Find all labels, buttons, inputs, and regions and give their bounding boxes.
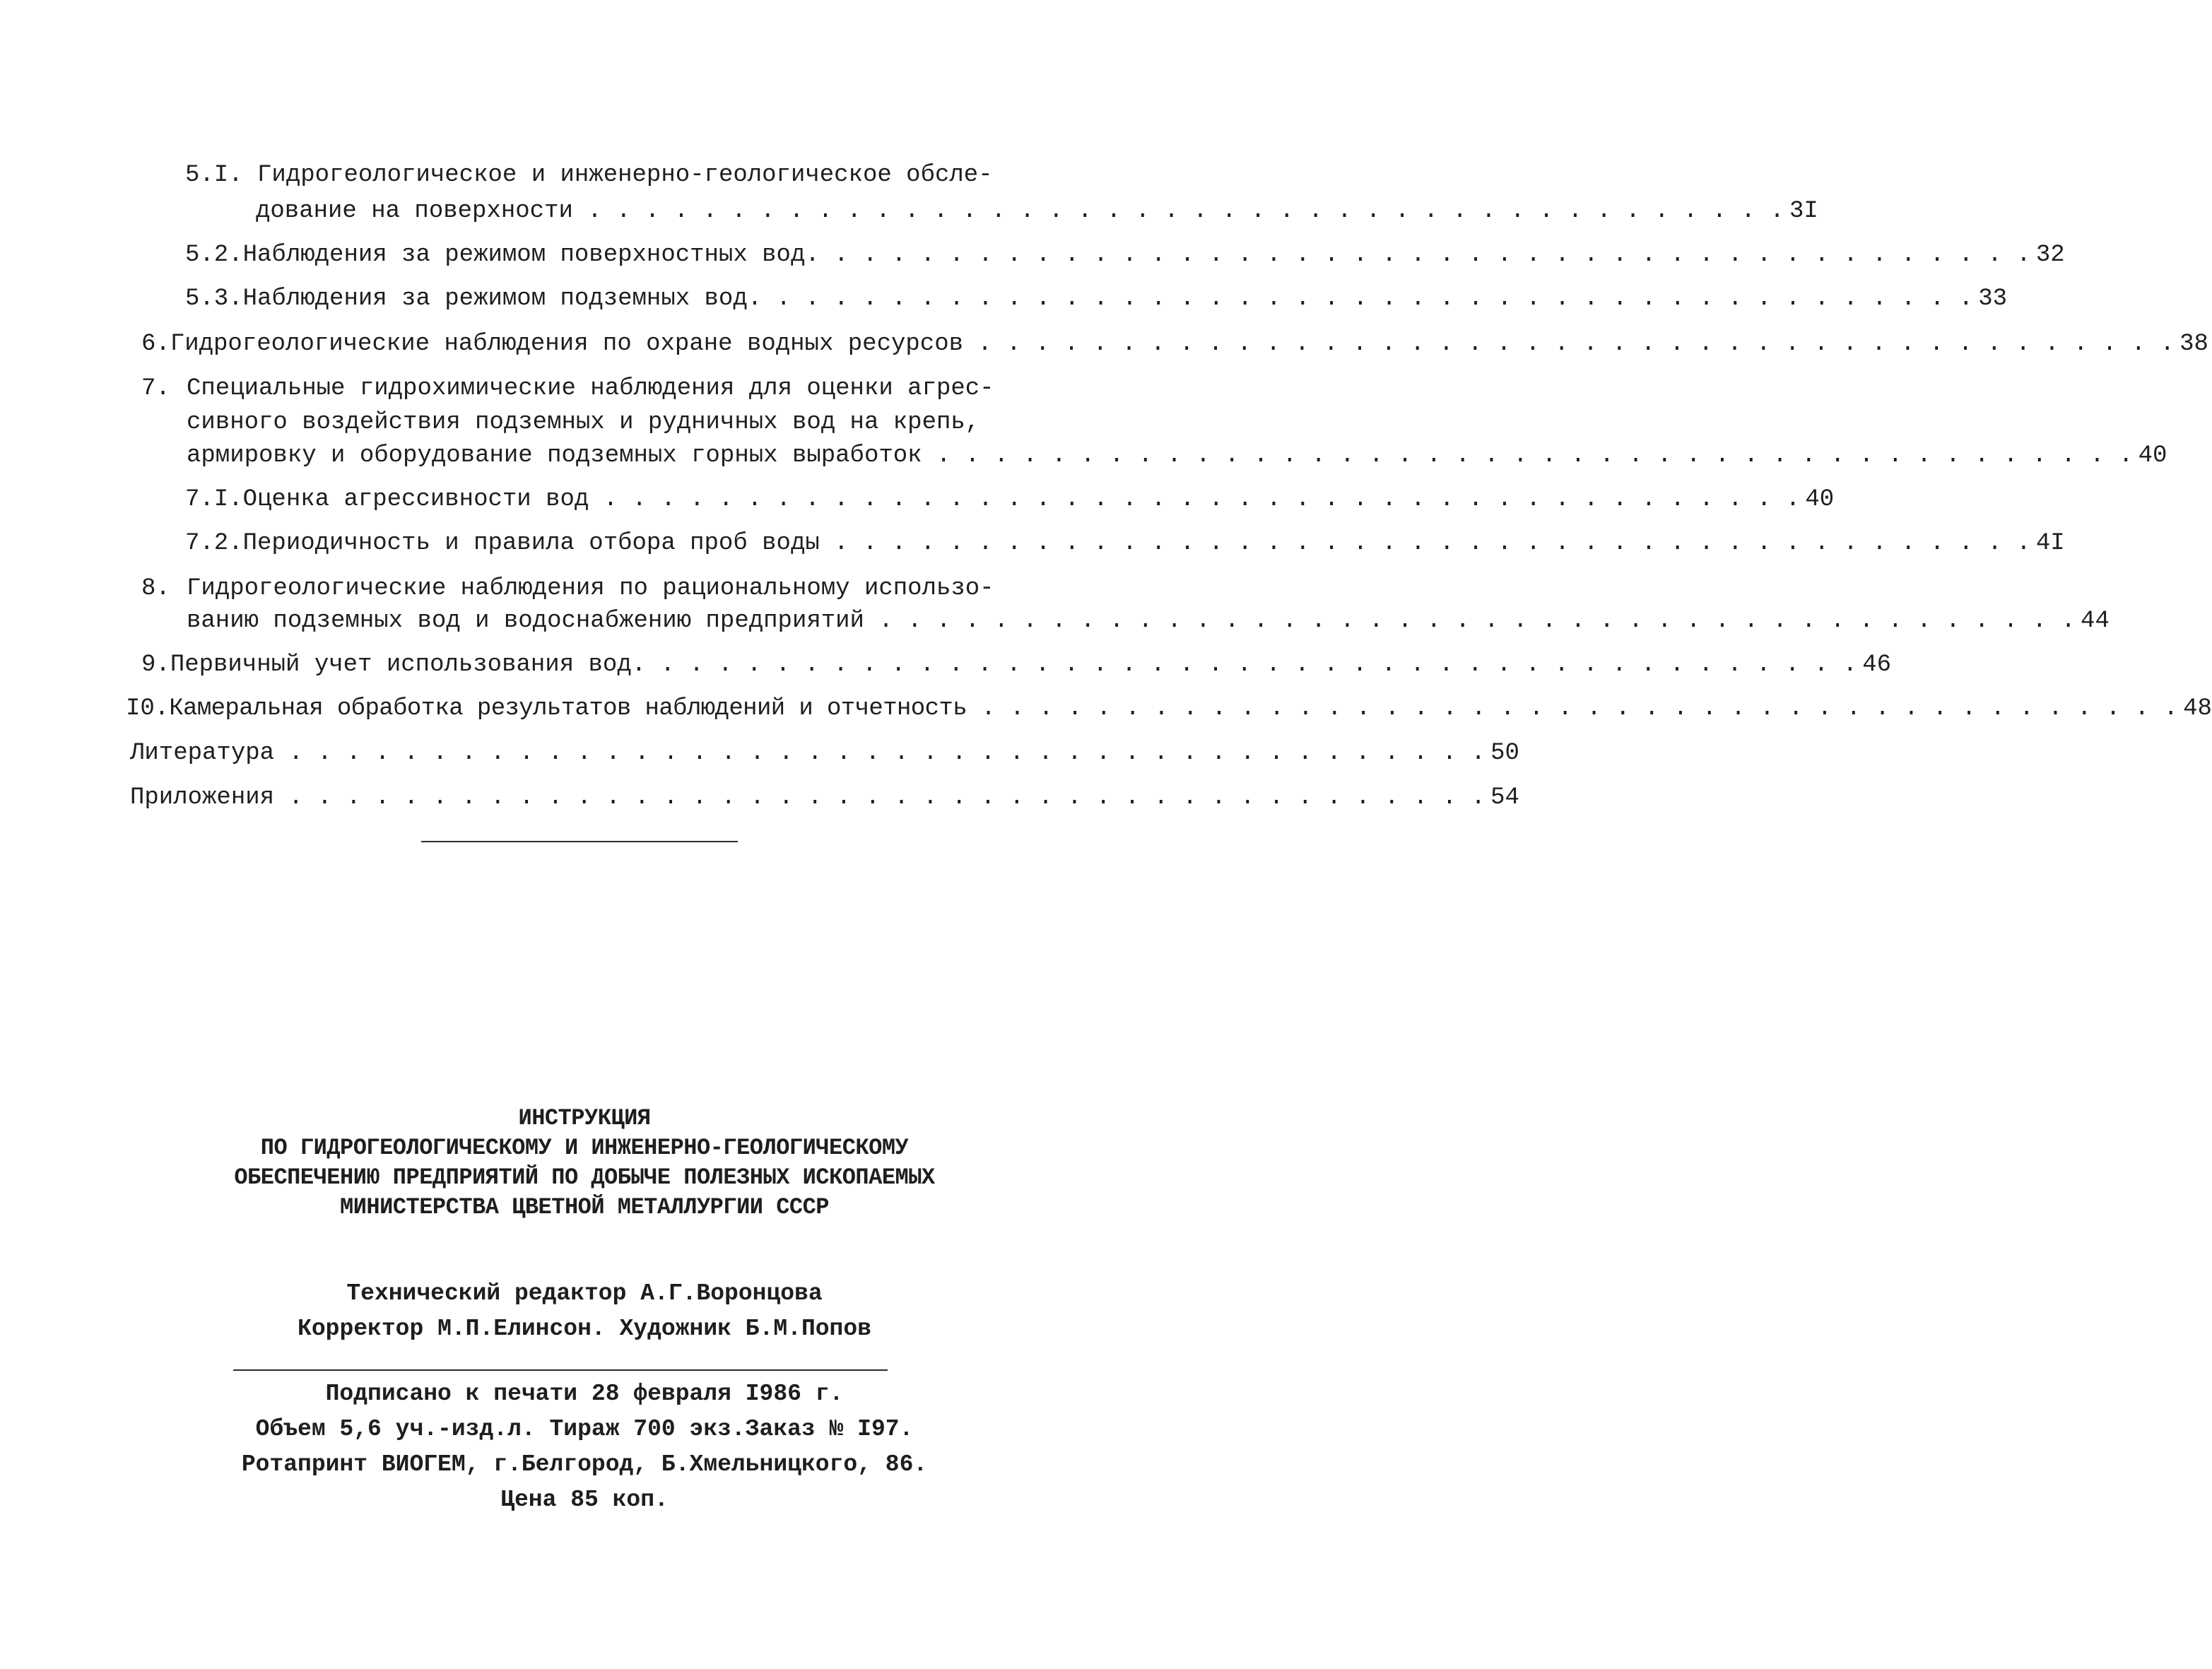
toc-leader-dots: . . . . . . . . . . . . . . . . . . . . . . . . . . . . . . . . . . . . . . . . . . (646, 651, 1858, 678)
toc-entry-7-line1 (141, 372, 994, 405)
toc-leader-dots: . . . . . . . . . . . . . . . . . . . . . . . . . . . . . . . . . . . . . . . . . . (922, 442, 2134, 469)
toc-page-number: 33 (1978, 285, 2008, 312)
book-title-line-3: ОБЕСПЕЧЕНИЮ ПРЕДПРИЯТИЙ ПО ДОБЫЧЕ ПОЛЕЗНЫХ ИСКОПАЕМЫХ (234, 1164, 935, 1191)
toc-entry-8 (187, 605, 2110, 637)
toc-page-number: 40 (1805, 486, 1835, 513)
toc-entry-8-line1 (141, 572, 994, 605)
toc-entry-literature (130, 737, 1519, 769)
toc-entry-title: Периодичность и правила отбора проб воды (242, 530, 820, 557)
toc-entry-10 (126, 692, 2212, 725)
book-title-block (0, 1104, 1169, 1222)
toc-entry-number: 5.2. (185, 242, 243, 269)
toc-entry-7-title-line2: сивного воздействия подземных и рудничных вод на крепь, (187, 409, 980, 436)
toc-entry-7-line2 (187, 406, 979, 439)
toc-entry-8-title-line2: ванию подземных вод и водоснабжению предприятий (187, 608, 864, 635)
toc-entry-number: 7.2. (185, 530, 243, 557)
printer-address: Ротапринт ВИОГЕМ, г.Белгород, Б.Хмельницкого, 86. (241, 1451, 928, 1478)
toc-entry-number: I0. (126, 695, 170, 722)
toc-entry-5-1-title-line2: дование на поверхности (256, 198, 573, 225)
toc-entry-title: Камеральная обработка результатов наблюдений и отчетность (169, 695, 967, 722)
toc-entry-title: Оценка агрессивности вод (242, 486, 589, 513)
toc-leader-dots: . . . . . . . . . . . . . . . . . . . . . . . . . . . . . . . . . . . . . . . . . . (819, 530, 2031, 557)
toc-entry-5-1-line1 (185, 159, 993, 191)
toc-leader-dots: . . . . . . . . . . . . . . . . . . . . . . . . . . . . . . . . . . . . . . . . . . (274, 784, 1486, 811)
toc-entry-number: 5.3. (185, 285, 243, 312)
toc-entry-appendices (130, 782, 1519, 814)
toc-entry-5-1 (256, 195, 1818, 228)
toc-entry-7-1 (185, 483, 1835, 516)
book-title-line-1: ИНСТРУКЦИЯ (518, 1105, 651, 1131)
toc-page-number: 54 (1490, 784, 1519, 811)
toc-entry-number: 6. (141, 331, 170, 358)
toc-entry-7-title-line1: Специальные гидрохимические наблюдения для оценки агрес- (187, 375, 994, 402)
imprint-block (0, 1376, 1169, 1518)
toc-entry-5-2 (185, 239, 2065, 271)
toc-page-number: 46 (1862, 651, 1892, 678)
toc-page-number: 38 (2179, 331, 2208, 358)
toc-entry-7-number: 7. (141, 375, 170, 402)
toc-entry-7 (187, 440, 2167, 472)
toc-leader-dots: . . . . . . . . . . . . . . . . . . . . . . . . . . . . . . . . . . . . . . . . . . (589, 486, 1801, 513)
toc-page-number: 44 (2081, 608, 2110, 635)
toc-entry-5-3 (185, 283, 2008, 315)
toc-leader-dots: . . . . . . . . . . . . . . . . . . . . . . . . . . . . . . . . . . . . . . . . . . (963, 331, 2175, 358)
toc-page-number: 50 (1490, 740, 1519, 767)
technical-editor: Технический редактор А.Г.Воронцова (346, 1280, 823, 1307)
toc-page-number: 3I (1789, 198, 1818, 225)
toc-entry-5-1-title-line1: Гидрогеологическое и инженерно-геологическое обсле- (257, 162, 993, 189)
toc-leader-dots: . . . . . . . . . . . . . . . . . . . . . . . . . . . . . . . . . . . . . . . . . . (572, 198, 1784, 225)
toc-entry-8-number: 8. (141, 575, 170, 602)
toc-entry-6 (141, 328, 2208, 360)
toc-entry-title: Гидрогеологические наблюдения по охране водных ресурсов (170, 331, 963, 358)
toc-page-number: 4I (2035, 530, 2065, 557)
toc-entry-8-title-line1: Гидрогеологические наблюдения по рациональному использо- (187, 575, 994, 602)
toc-entry-7-title-line3: армировку и оборудование подземных горных выработок (187, 442, 922, 469)
toc-entry-number: 9. (141, 651, 170, 678)
toc-leader-dots: . . . . . . . . . . . . . . . . . . . . . . . . . . . . . . . . . . . . . . . . . . (864, 608, 2076, 635)
toc-entry-title: Наблюдения за режимом подземных вод. (242, 285, 763, 312)
credits-block (0, 1276, 1169, 1347)
toc-entry-9 (141, 649, 1892, 681)
price: Цена 85 коп. (500, 1487, 669, 1513)
imprint-rule (233, 1369, 888, 1371)
signed-to-print: Подписано к печати 28 февраля I986 г. (325, 1381, 844, 1407)
toc-page-number: 32 (2035, 242, 2065, 269)
toc-entry-7-2 (185, 527, 2065, 560)
volume-and-print-run: Объем 5,6 уч.-изд.л. Тираж 700 экз.Заказ № I97. (255, 1416, 914, 1442)
book-title-line-2: ПО ГИДРОГЕОЛОГИЧЕСКОМУ И ИНЖЕНЕРНО-ГЕОЛОГИЧЕСКОМУ (260, 1135, 909, 1161)
toc-entry-title: Приложения (130, 784, 275, 811)
toc-leader-dots: . . . . . . . . . . . . . . . . . . . . . . . . . . . . . . . . . . . . . . . . . . (967, 695, 2178, 722)
toc-entry-title: Литература (130, 740, 275, 767)
toc-leader-dots: . . . . . . . . . . . . . . . . . . . . . . . . . . . . . . . . . . . . . . . . . . (762, 285, 1974, 312)
toc-leader-dots: . . . . . . . . . . . . . . . . . . . . . . . . . . . . . . . . . . . . . . . . . . (819, 242, 2031, 269)
toc-entry-title: Наблюдения за режимом поверхностных вод. (242, 242, 820, 269)
toc-entry-5-1-number: 5.I. (185, 162, 243, 189)
toc-entry-title: Первичный учет использования вод. (170, 651, 647, 678)
corrector-and-artist: Корректор М.П.Елинсон. Художник Б.М.Попов (298, 1316, 871, 1342)
toc-page-number: 48 (2183, 695, 2212, 722)
book-title-line-4: МИНИСТЕРСТВА ЦВЕТНОЙ МЕТАЛЛУРГИИ СССР (339, 1194, 829, 1220)
toc-entry-number: 7.I. (185, 486, 243, 513)
toc-page-number: 40 (2138, 442, 2167, 469)
toc-end-rule (421, 841, 738, 842)
toc-leader-dots: . . . . . . . . . . . . . . . . . . . . . . . . . . . . . . . . . . . . . . . . . . (274, 740, 1486, 767)
